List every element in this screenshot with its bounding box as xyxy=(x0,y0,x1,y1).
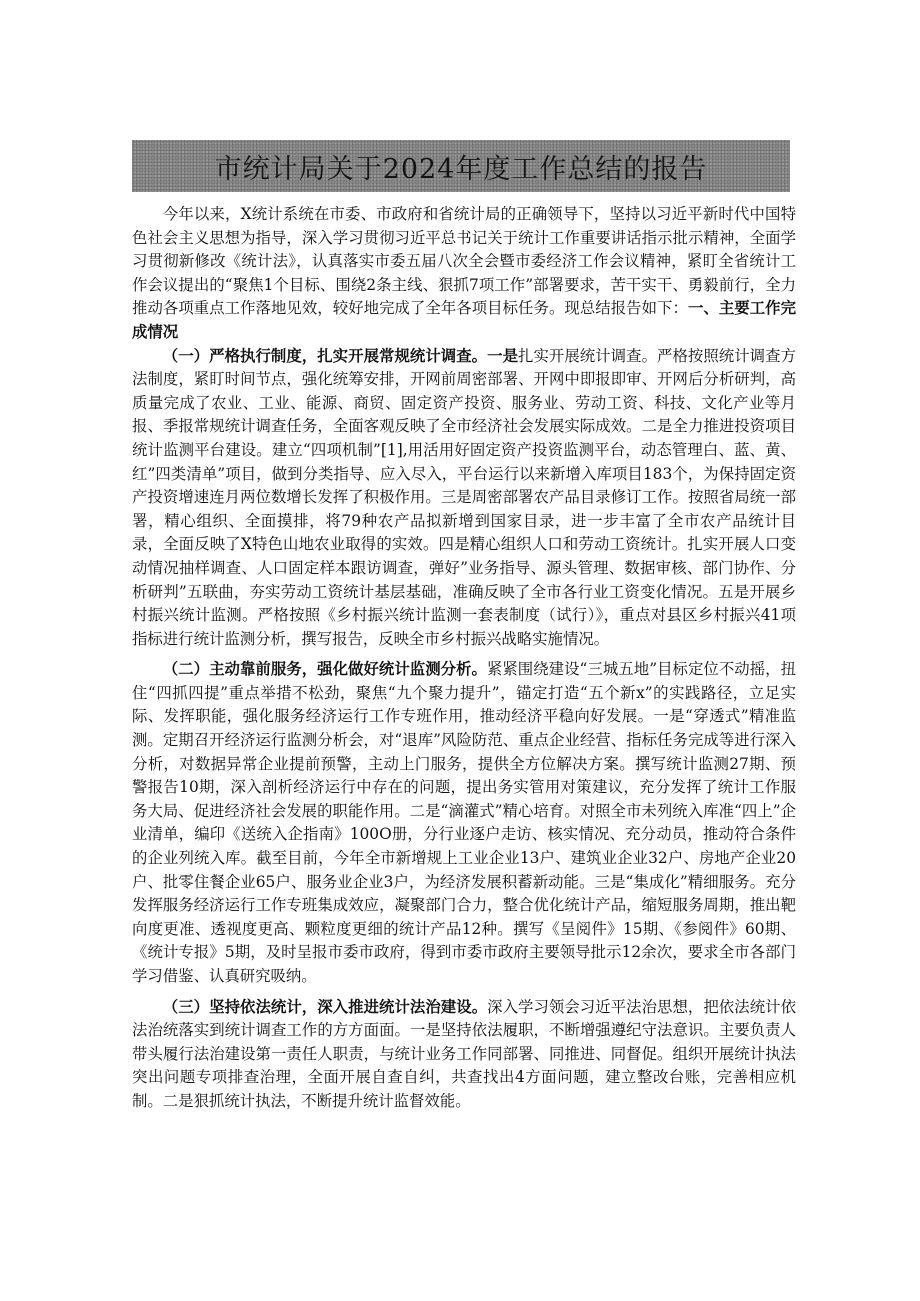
intro-text: 今年以来，X统计系统在市委、市政府和省统计局的正确领导下，坚持以习近平新时代中国特色社会主义思想为指导，深入学习贯彻习近平总书记关于统计工作重要讲话指示批示精神，全面学习贯彻新修改《统计法》，认真落实市委五届八次全会暨市委经济工作会议精神，紧盯全省统计工作会议提出的“聚焦1个目标、围绕2条主线、狠抓7项工作”部署要求，苦干实干、勇毅前行，全力推动各项重点工作落地见效，较好地完成了全年各项目标任务。现总结报告如下： xyxy=(132,205,796,318)
paragraph-1 xyxy=(132,345,796,652)
paragraph-2-text: 紧紧围绕建设“三城五地”目标定位不动摇，扭住“四抓四提”重点举措不松劲，聚焦“九个聚力提升”，锚定打造“五个新x”的实践路径，立足实际、发挥职能，强化服务经济运行工作专班作用，推动经济平稳向好发展。一是“穿透式”精准监测。定期召开经济运行监测分析会，对“退库”风险防范、重点企业经营、指标任务完成等进行深入分析，对数据异常企业提前预警，主动上门服务，提供全方位解决方案。撰写统计监测27期、预警报告10期，深入剖析经济运行中存在的问题，提出务实管用对策建议，充分发挥了统计工作服务大局、促进经济社会发展的职能作用。二是“滴灌式”精心培育。对照全市未列统入库准“四上”企业清单，编印《送统入企指南》100O册，分行业逐户走访、核实情况、充分动员，推动符合条件的企业列统入库。截至目前，今年全市新增规上工业企业13户、建筑业企业32户、房地产企业20户、批零住餐企业65户、服务业企业3户，为经济发展积蓄新动能。三是“集成化”精细服务。充分发挥服务经济运行工作专班集成效应，凝聚部门合力，整合优化统计产品，缩短服务周期，推出靶向度更准、透视度更高、颗粒度更细的统计产品12种。撰写《呈阅件》15期、《参阅件》60期、《统计专报》5期，及时呈报市委市政府，得到市委市政府主要领导批示12余次，要求全市各部门学习借鉴、认真研究吸纳。 xyxy=(132,660,796,985)
section-heading: 一、主要工作完成情况 xyxy=(132,299,796,341)
paragraph-3-text: 深入学习领会习近平法治思想，把依法统计依法治统落实到统计调查工作的方方面面。一是坚持依法履职，不断增强遵纪守法意识。主要负责人带头履行法治建设第一责任人职责，与统计业务工作同部署、同推进、同督促。组织开展统计执法突出问题专项排查治理，全面开展自查自纠，共查找出4方面问题，建立整改台账，完善相应机制。二是狠抓统计执法，不断提升统计监督效能。 xyxy=(132,997,796,1110)
paragraph-3-heading: （三）坚持依法统计，深入推进统计法治建设。 xyxy=(162,997,488,1016)
document-title: 市统计局关于2024年度工作总结的报告 xyxy=(214,153,708,185)
paragraph-1-text: 扎实开展统计调查。严格按照统计调查方法制度，紧盯时间节点，强化统筹安排，开网前周密部署、开网中即报即审、开网后分析研判，高质量完成了农业、工业、能源、商贸、固定资产投资、服务业、劳动工资、科技、文化产业等月报、季报常规统计调查任务，全面客观反映了全市经济社会发展实际成效。二是全力推进投资项目统计监测平台建设。建立“四项机制”[1],用活用好固定资产投资监测平台，动态管理白、蓝、黄、红”四类清单”项目，做到分类指导、应入尽入，平台运行以来新增入库项目183个，为保持固定资产投资增速连月两位数增长发挥了积极作用。三是周密部署农产品目录修订工作。按照省局统一部署，精心组织、全面摸排，将79种农产品拟新增到国家目录，进一步丰富了全市农产品统计目录，全面反映了X特色山地农业取得的实效。四是精心组织人口和劳动工资统计。扎实开展人口变动情况抽样调查、人口固定样本跟访调查，弹好”业务指导、源头管理、数据审核、部门协作、分析研判”五联曲，夯实劳动工资统计基层基础，准确反映了全市各行业工资变化情况。五是开展乡村振兴统计监测。严格按照《乡村振兴统计监测一套表制度（试行）》，重点对县区乡村振兴41项指标进行统计监测分析，撰写报告，反映全市乡村振兴战略实施情况。 xyxy=(132,346,796,648)
paragraph-1-heading: （一）严格执行制度，扎实开展常规统计调查。 xyxy=(162,346,488,365)
paragraph-1-lead: 一是 xyxy=(487,346,519,365)
intro-paragraph xyxy=(132,203,796,345)
paragraph-2-heading: （二）主动靠前服务，强化做好统计监测分析。 xyxy=(162,660,487,679)
document-body xyxy=(132,203,796,1114)
title-banner xyxy=(132,140,790,192)
paragraph-2 xyxy=(132,658,796,988)
paragraph-3 xyxy=(132,996,796,1114)
